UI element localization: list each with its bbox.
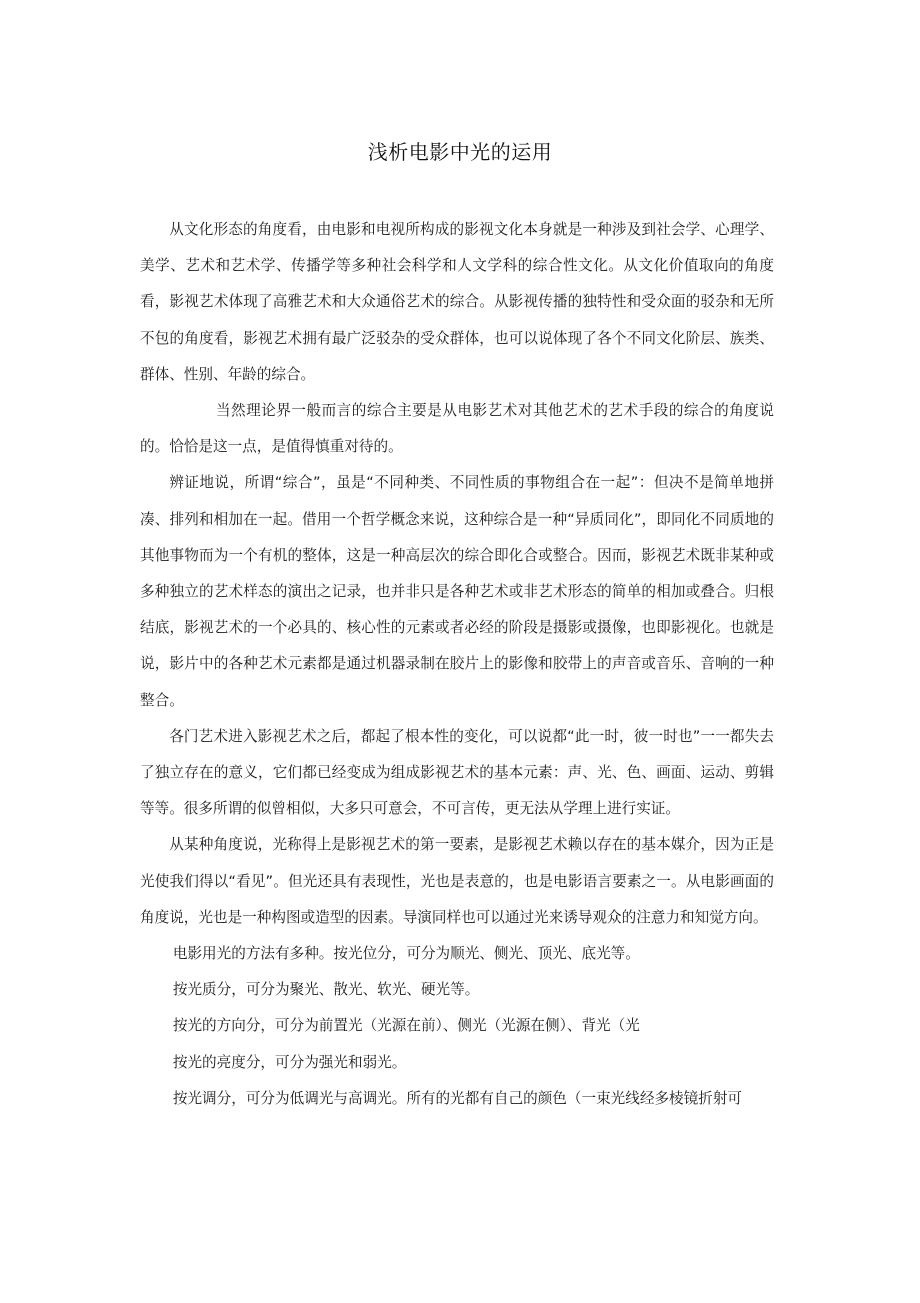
- document-body: [140, 212, 774, 1117]
- paragraph-light-first-element: 从某种角度说，光称得上是影视艺术的第一要素，是影视艺术赖以存在的基本媒介，因为正是光使我们得以“看见”。但光还具有表现性，光也是表意的，也是电影语言要素之一。从电影画面的角度说，光也是一种构图或造型的因素。导演同样也可以通过光来诱导观众的注意力和知觉方向。: [140, 836, 774, 926]
- paragraph-culture-forms: 从文化形态的角度看，由电影和电视所构成的影视文化本身就是一种涉及到社会学、心理学、美学、艺术和艺术学、传播学等多种社会科学和人文学科的综合性文化。从文化价值取向的角度看，影视艺术体现了高雅艺术和大众通俗艺术的综合。从影视传播的独特性和受众面的驳杂和无所不包的角度看，影视艺术拥有最广泛驳杂的受众群体，也可以说体现了各个不同文化阶层、族类、群体、性别、年龄的综合。: [140, 221, 774, 383]
- paragraph-light-brightness: 按光的亮度分，可分为强光和弱光。: [172, 1053, 407, 1071]
- document-title: 浅析电影中光的运用: [367, 140, 553, 164]
- paragraph-dialectic-synthesis: 辨证地说，所谓“综合”，虽是“不同种类、不同性质的事物组合在一起”：但决不是简单地拼凑、排列和相加在一起。借用一个哲学概念来说，这种综合是一种“异质同化”，即同化不同质地的其他事物而为一个有机的整体，这是一种高层次的综合即化合或整合。因而，影视艺术既非某种或多种独立的艺术样态的演出之记录，也并非只是各种艺术或非艺术形态的简单的相加或叠合。归根结底，影视艺术的一个必具的、核心性的元素或者必经的阶段是摄影或摄像，也即影视化。也就是说，影片中的各种艺术元素都是通过机器录制在胶片上的影像和胶带上的声音或音乐、音响的一种整合。: [140, 474, 774, 709]
- paragraph-light-direction: 按光的方向分，可分为前置光（光源在前）、侧光（光源在侧）、背光（光: [172, 1017, 640, 1035]
- paragraph-arts-transformation: 各门艺术进入影视艺术之后，都起了根本性的变化，可以说都“此一时，彼一时也”一一都失去了独立存在的意义，它们都已经变成为组成影视艺术的基本元素：声、光、色、画面、运动、剪辑等等。很多所谓的似曾相似，大多只可意会，不可言传，更无法从学理上进行实证。: [140, 727, 774, 818]
- paragraph-theory-synthesis: 当然理论界一般而言的综合主要是从电影艺术对其他艺术的艺术手段的综合的角度说的。恰恰是这一点，是值得慎重对待的。: [140, 402, 774, 456]
- paragraph-light-tone: 按光调分，可分为低调光与高调光。所有的光都有自己的颜色（一束光线经多棱镜折射可: [172, 1089, 743, 1107]
- paragraph-light-quality: 按光质分，可分为聚光、散光、软光、硬光等。: [172, 981, 480, 999]
- paragraph-lighting-methods: 电影用光的方法有多种。按光位分，可分为顺光、侧光、顶光、底光等。: [172, 945, 640, 963]
